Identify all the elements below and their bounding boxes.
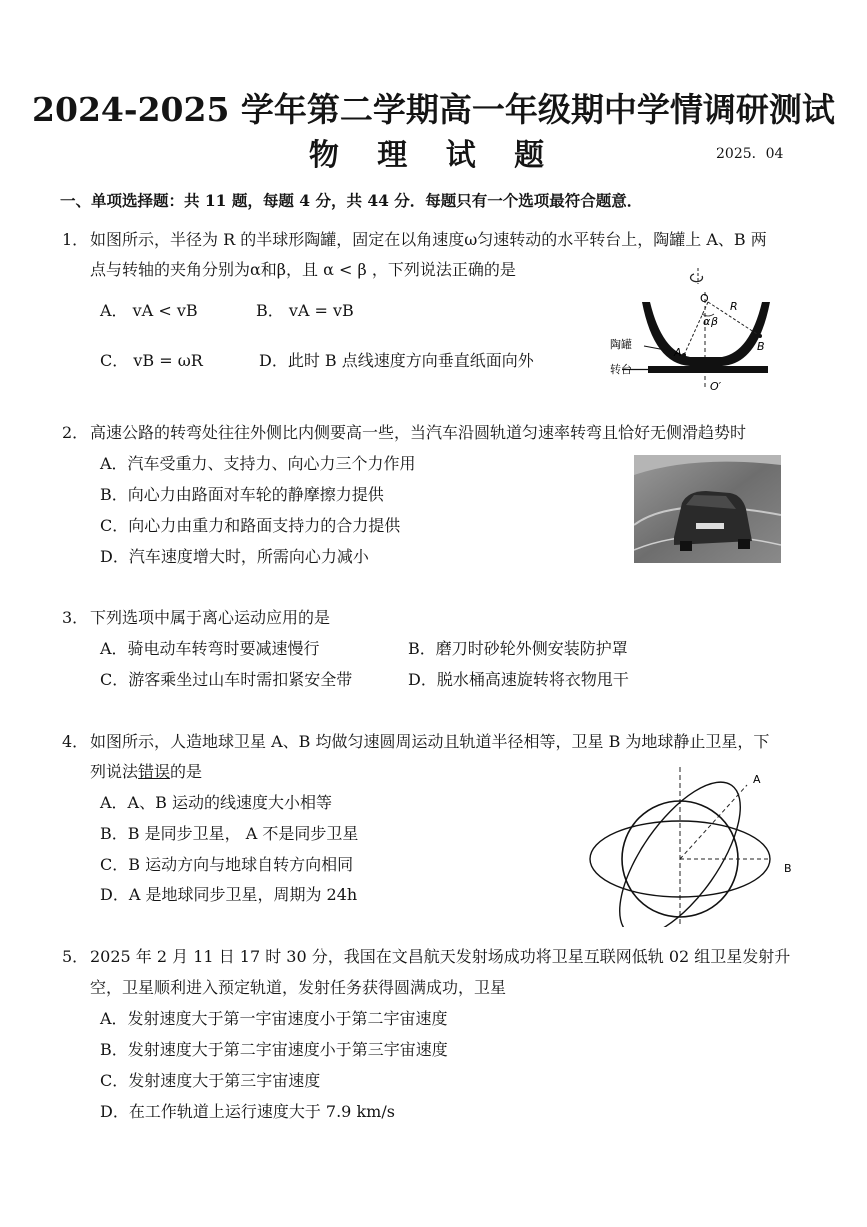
q5-number: 5． [62, 947, 89, 966]
q2-stem: 高速公路的转弯处往往外侧比内侧要高一些，当汽车沿圆轨道匀速率转弯且恰好无侧滑趋势时 [90, 423, 747, 442]
q2-number: 2． [62, 423, 89, 442]
rotation-arrow-icon [691, 274, 703, 282]
q1-option-b: B． vA = vB [256, 301, 354, 320]
q4-stem-prefix: 列说法 [90, 762, 139, 781]
q4-orbit-diagram [585, 765, 805, 927]
q1-option-d: D．此时 B 点线速度方向垂直纸面向外 [259, 351, 534, 370]
q2-option-c: C．向心力由重力和路面支持力的合力提供 [100, 516, 401, 535]
q2-option-b: B．向心力由路面对车轮的静摩擦力提供 [100, 485, 384, 504]
fig-label-sat-a: A [753, 773, 761, 786]
q1-option-c: C． vB = ωR [100, 351, 203, 370]
q5-stem-line2: 空，卫星顺利进入预定轨道，发射任务获得圆满成功，卫星 [90, 978, 507, 997]
q1-option-a: A． vA < vB [100, 301, 198, 320]
q2-option-d: D．汽车速度增大时，所需向心力减小 [100, 547, 369, 566]
q1-stem-line2: 点与转轴的夹角分别为α和β，且 α < β ，下列说法正确的是 [90, 260, 516, 279]
fig-label-alpha: α [703, 315, 711, 328]
pot-bowl [642, 302, 770, 366]
q2-option-a: A．汽车受重力、支持力、向心力三个力作用 [100, 454, 416, 473]
q3-option-d: D．脱水桶高速旋转将衣物甩干 [408, 670, 629, 689]
fig-label-pot: 陶罐 [610, 338, 632, 351]
q4-option-d: D．A 是地球同步卫星，周期为 24h [100, 885, 358, 904]
orbit-a [597, 765, 762, 927]
fig-label-o: O [700, 292, 709, 305]
q5-option-a: A．发射速度大于第一宇宙速度小于第二宇宙速度 [100, 1009, 448, 1028]
q4-stem-suffix: 的是 [170, 762, 203, 781]
q3-number: 3． [62, 608, 89, 627]
q4-stem-underlined: 错误 [138, 762, 171, 781]
q2-car-photo [634, 455, 781, 563]
q5-option-b: B．发射速度大于第二宇宙速度小于第三宇宙速度 [100, 1040, 448, 1059]
fig-label-turntable: 转台 [610, 363, 632, 376]
q5-option-c: C．发射速度大于第三宇宙速度 [100, 1071, 321, 1090]
q5-stem-line1: 2025 年 2 月 11 日 17 时 30 分，我国在文昌航天发射场成功将卫星互联网低轨 02 组卫星发射升 [90, 947, 791, 966]
q4-option-c: C．B 运动方向与地球自转方向相同 [100, 855, 354, 874]
q1-figure-pot-diagram [610, 262, 790, 397]
q3-stem: 下列选项中属于离心运动应用的是 [90, 608, 331, 627]
fig-label-a: A [674, 346, 682, 359]
exam-title: 2024-2025 学年第二学期高一年级期中学情调研测试 [32, 90, 835, 129]
q1-number: 1． [62, 230, 89, 249]
fig-label-r: R [730, 300, 738, 313]
q3-option-c: C．游客乘坐过山车时需扣紧安全带 [100, 670, 353, 689]
q5-option-d: D．在工作轨道上运行速度大于 7.9 km/s [100, 1102, 395, 1121]
q4-number: 4． [62, 732, 89, 751]
q4-option-b: B．B 是同步卫星， A 不是同步卫星 [100, 824, 359, 843]
q4-stem-line2 [90, 759, 202, 782]
section-heading: 一、单项选择题：共 11 题，每题 4 分，共 44 分．每题只有一个选项最符合题意． [60, 191, 643, 210]
fig-label-beta: β [711, 315, 719, 328]
q3-option-b: B．磨刀时砂轮外侧安装防护罩 [408, 639, 628, 658]
turntable [648, 366, 768, 373]
fig-label-b: B [757, 340, 765, 353]
q3-option-a: A．骑电动车转弯时要减速慢行 [100, 639, 320, 658]
q4-option-a: A．A、B 运动的线速度大小相等 [100, 793, 332, 812]
q1-stem-line1: 如图所示，半径为 R 的半球形陶罐，固定在以角速度ω匀速转动的水平转台上，陶罐上 A、B 两 [90, 230, 767, 249]
fig-label-sat-b: B [784, 862, 792, 875]
exam-subtitle: 物 理 试 题 [308, 138, 559, 173]
q4-stem-line1: 如图所示，人造地球卫星 A、B 均做匀速圆周运动且轨道半径相等，卫星 B 为地球静止卫星，下 [90, 732, 770, 751]
fig-label-o-prime: O′ [710, 380, 722, 393]
exam-date: 2025．04 [716, 146, 784, 162]
